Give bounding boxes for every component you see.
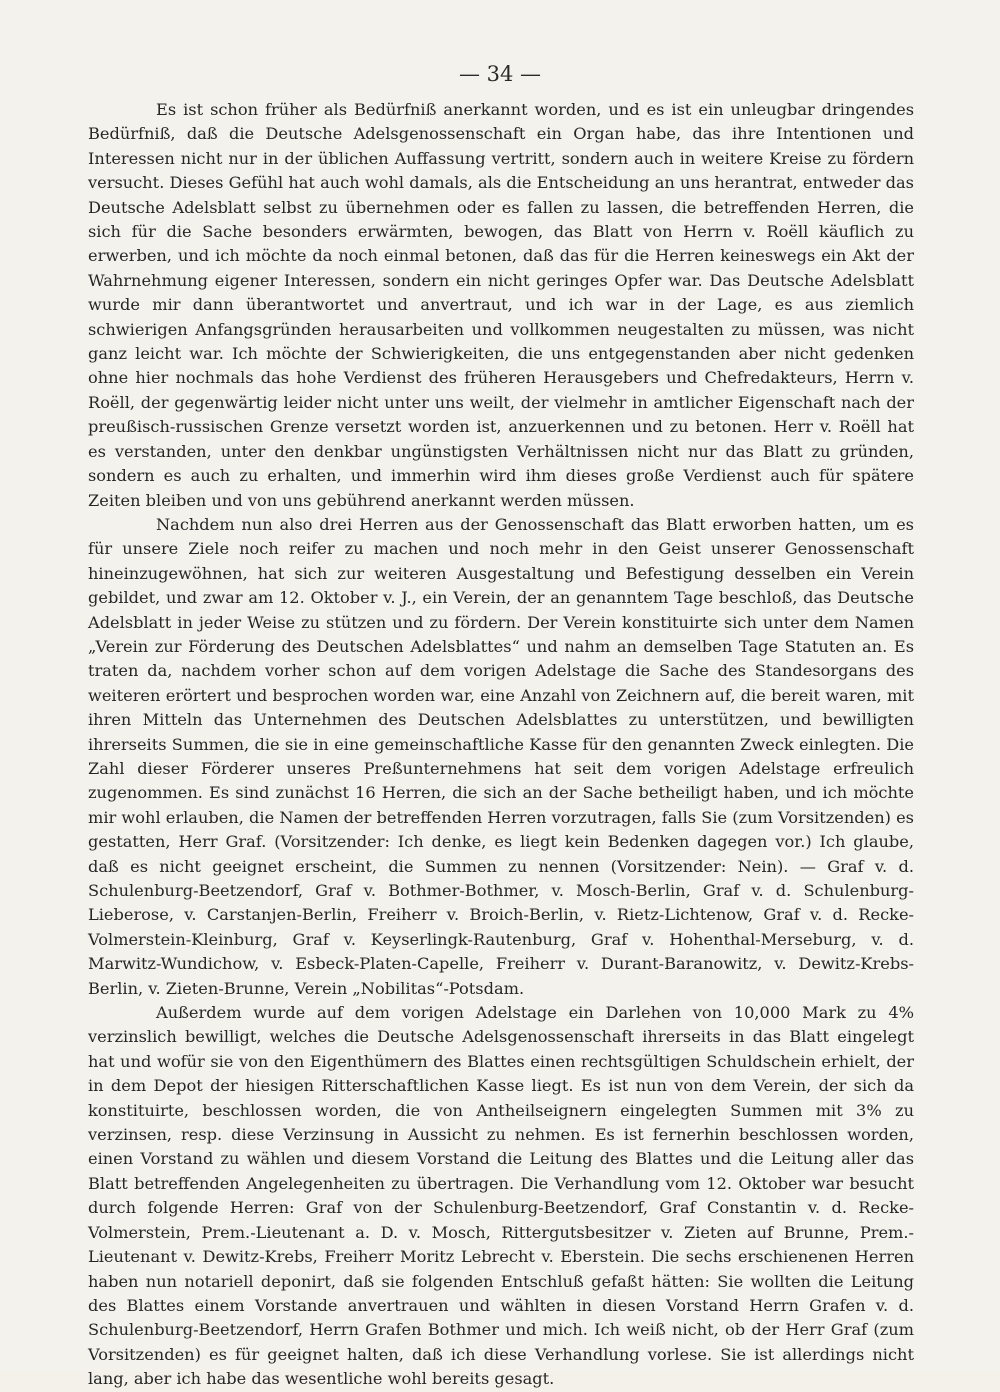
body-text xyxy=(88,98,914,1392)
paragraph-3: Außerdem wurde auf dem vorigen Adelstage ein Darlehen von 10,000 Mark zu 4% verzinslich bewilligt, welches die Deutsche Adelsgenossenschaft ihrerseits in das Blatt eingelegt hat und wofür sie von den Eigenthümern des Blattes einen rechtsgültigen Schuldschein erhielt, der in dem Depot der hiesigen Ritterschaftlichen Kasse liegt. Es ist nun von dem Verein, der sich da konstituirte, beschlossen worden, die von Antheilseignern eingelegten Summen mit 3% zu verzinsen, resp. diese Verzinsung in Aussicht zu nehmen. Es ist fernerhin beschlossen worden, einen Vorstand zu wählen und diesem Vorstand die Leitung des Blattes und die Leitung aller das Blatt betreffenden Angelegenheiten zu übertragen. Die Verhandlung vom 12. Oktober war besucht durch folgende Herren: Graf von der Schulenburg-Beetzendorf, Graf Constantin v. d. Recke-Volmerstein, Prem.-Lieutenant a. D. v. Mosch, Rittergutsbesitzer v. Zieten auf Brunne, Prem.-Lieutenant v. Dewitz-Krebs, Freiherr Moritz Lebrecht v. Eberstein. Die sechs erschienenen Herren haben nun notariell deponirt, daß sie folgenden Entschluß gefaßt hätten: Sie wollten die Leitung des Blattes einem Vorstande anvertrauen und wählten in diesen Vorstand Herrn Grafen v. d. Schulenburg-Beetzendorf, Herrn Grafen Bothmer und mich. Ich weiß nicht, ob der Herr Graf (zum Vorsitzenden) es für geeignet halten, daß ich diese Verhandlung vorlese. Sie ist allerdings nicht lang, aber ich habe das wesentliche wohl bereits gesagt. xyxy=(88,1003,914,1389)
paragraph-1: Es ist schon früher als Bedürfniß anerkannt worden, und es ist ein unleugbar dringendes Bedürfniß, daß die Deutsche Adelsgenossenschaft ein Organ habe, das ihre Intentionen und Interessen nicht nur in der üblichen Auffassung vertritt, sondern auch in weitere Kreise zu fördern versucht. Dieses Gefühl hat auch wohl damals, als die Entscheidung an uns herantrat, entweder das Deutsche Adelsblatt selbst zu übernehmen oder es fallen zu lassen, die betreffenden Herren, die sich für die Sache besonders erwärmten, bewogen, das Blatt von Herrn v. Roëll käuflich zu erwerben, und ich möchte da noch einmal betonen, daß das für die Herren keineswegs ein Akt der Wahrnehmung eigener Interessen, sondern ein nicht geringes Opfer war. Das Deutsche Adelsblatt wurde mir dann überantwortet und anvertraut, und ich war in der Lage, es aus ziemlich schwierigen Anfangsgründen herausarbeiten und vollkommen neugestalten zu müssen, was nicht ganz leicht war. Ich möchte der Schwierigkeiten, die uns entgegenstanden aber nicht gedenken ohne hier nochmals das hohe Verdienst des früheren Herausgebers und Chefredakteurs, Herrn v. Roëll, der gegenwärtig leider nicht unter uns weilt, der vielmehr in amtlicher Eigenschaft nach der preußisch-russischen Grenze versetzt worden ist, anzuerkennen und zu betonen. Herr v. Roëll hat es verstanden, unter den denkbar ungünstigsten Verhältnissen nicht nur das Blatt zu gründen, sondern es auch zu erhalten, und immerhin wird ihm dieses große Verdienst auch für spätere Zeiten bleiben und von uns gebührend anerkannt werden müssen. xyxy=(88,100,914,510)
paragraph-2: Nachdem nun also drei Herren aus der Genossenschaft das Blatt erworben hatten, um es für unsere Ziele noch reifer zu machen und noch mehr in den Geist unserer Genossenschaft hineinzugewöhnen, hat sich zur weiteren Ausgestaltung und Befestigung desselben ein Verein gebildet, und zwar am 12. Oktober v. J., ein Verein, der an genanntem Tage beschloß, das Deutsche Adelsblatt in jeder Weise zu stützen und zu fördern. Der Verein konstituirte sich unter dem Namen „Verein zur Förderung des Deutschen Adelsblattes“ und nahm an demselben Tage Statuten an. Es traten da, nachdem vorher schon auf dem vorigen Adelstage die Sache des Standesorgans des weiteren erörtert und besprochen worden war, eine Anzahl von Zeichnern auf, die bereit waren, mit ihren Mitteln das Unternehmen des Deutschen Adelsblattes zu unterstützen, und bewilligten ihrerseits Summen, die sie in eine gemeinschaftliche Kasse für den genannten Zweck einlegten. Die Zahl dieser Förderer unseres Preßunternehmens hat seit dem vorigen Adelstage erfreulich zugenommen. Es sind zunächst 16 Herren, die sich an der Sache betheiligt haben, und ich möchte mir wohl erlauben, die Namen der betreffenden Herren vorzutragen, falls Sie (zum Vorsitzenden) es gestatten, Herr Graf. (Vorsitzender: Ich denke, es liegt kein Bedenken dagegen vor.) Ich glaube, daß es nicht geeignet erscheint, die Summen zu nennen (Vorsitzender: Nein). — Graf v. d. Schulenburg-Beetzendorf, Graf v. Bothmer-Bothmer, v. Mosch-Berlin, Graf v. d. Schulenburg-Lieberose, v. Carstanjen-Berlin, Freiherr v. Broich-Berlin, v. Rietz-Lichtenow, Graf v. d. Recke-Volmerstein-Kleinburg, Graf v. Keyserlingk-Rautenburg, Graf v. Hohenthal-Merseburg, v. d. Marwitz-Wundichow, v. Esbeck-Platen-Capelle, Freiherr v. Durant-Baranowitz, v. Dewitz-Krebs-Berlin, v. Zieten-Brunne, Verein „Nobilitas“-Potsdam. xyxy=(88,514,914,998)
page-number: — 34 — xyxy=(458,62,542,86)
